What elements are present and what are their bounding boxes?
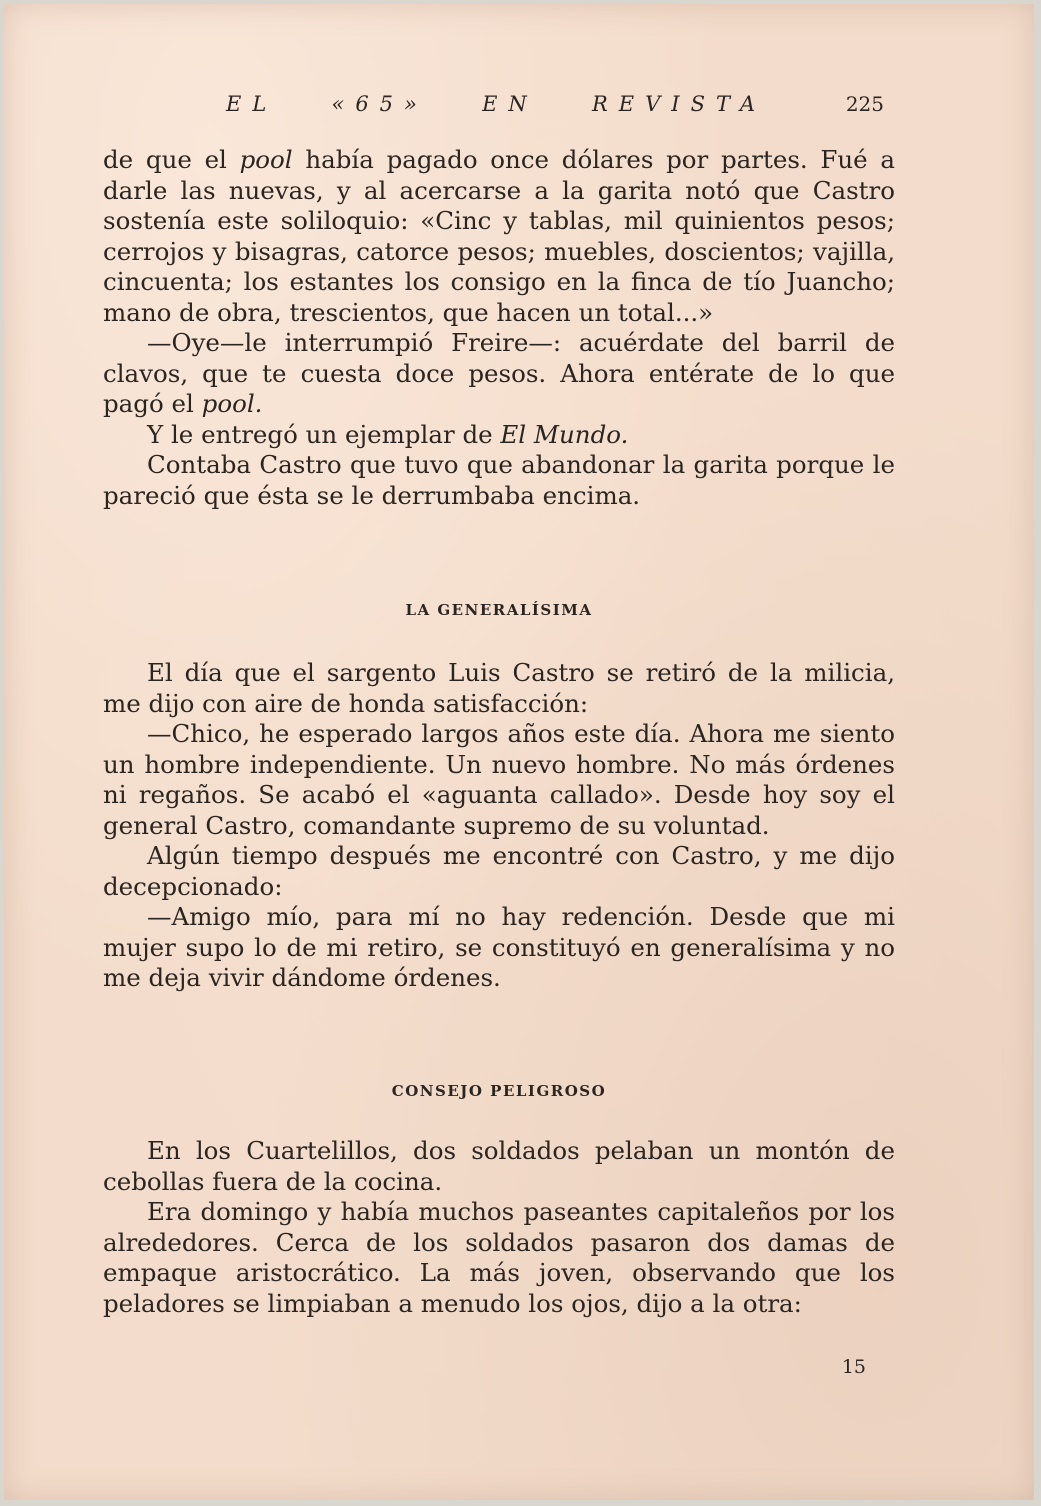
paragraph: Contaba Castro que tuvo que abandonar la garita porque le pareció que ésta se le derrumbaba encima.	[103, 450, 895, 510]
running-head-revista: REVISTA	[591, 92, 766, 116]
italic-term: pool	[239, 145, 293, 174]
text-block-continuation	[103, 145, 895, 511]
text-run: de que el	[103, 145, 240, 174]
paragraph	[103, 420, 895, 451]
paragraph	[103, 328, 895, 420]
paragraph: Era domingo y había muchos paseantes capitaleños por los alrededores. Cerca de los soldados pasaron dos damas de empaque aristocrático. La más joven, observando que los peladores se limpiaban a menudo los ojos, dijo a la otra:	[103, 1197, 895, 1318]
text-block-consejo	[103, 1136, 895, 1319]
text-run: había pagado once dólares por partes. Fué a darle las nuevas, y al acercarse a la garita notó que Castro sostenía este soliloquio: «Cinc y tablas, mil quinientos pesos; cerrojos y bisagras, catorce pesos; muebles, doscientos; vajilla, cincuenta; los estantes los consigo en la finca de tío Juancho; mano de obra, trescientos, que hacen un total...»	[103, 145, 895, 327]
signature-mark: 15	[841, 1356, 866, 1378]
section-title-consejo: CONSEJO PELIGROSO	[391, 1082, 607, 1100]
italic-term: El Mundo.	[500, 419, 629, 449]
running-head-el: EL	[226, 92, 278, 116]
running-head-en: EN	[482, 92, 538, 116]
paragraph: Algún tiempo después me encontré con Castro, y me dijo decepcionado:	[103, 841, 895, 901]
text-run: —Oye—le interrumpió Freire—: acuérdate del barril de clavos, que te cuesta doce pesos. Ahora entérate de lo que pagó el	[103, 328, 895, 418]
paragraph: El día que el sargento Luis Castro se retiró de la milicia, me dijo con aire de honda satisfacción:	[103, 658, 895, 718]
running-head	[226, 92, 766, 116]
italic-term: pool.	[201, 389, 263, 418]
text-run: Y le entregó un ejemplar de	[147, 419, 501, 449]
paragraph	[103, 145, 895, 328]
book-page	[4, 4, 1034, 1500]
section-title-generalisima: LA GENERALÍSIMA	[405, 601, 593, 619]
page-number: 225	[845, 92, 884, 116]
text-block-generalisima	[103, 658, 895, 994]
paragraph: —Chico, he esperado largos años este día. Ahora me siento un hombre independiente. Un nuevo hombre. No más órdenes ni regaños. Se acabó el «aguanta callado». Desde hoy soy el general Castro, comandante supremo de su voluntad.	[103, 719, 895, 840]
running-head-65: «65»	[331, 92, 428, 116]
paragraph: En los Cuartelillos, dos soldados pelaban un montón de cebollas fuera de la cocina.	[103, 1136, 895, 1196]
paragraph: —Amigo mío, para mí no hay redención. Desde que mi mujer supo lo de mi retiro, se constituyó en generalísima y no me deja vivir dándome órdenes.	[103, 902, 895, 992]
